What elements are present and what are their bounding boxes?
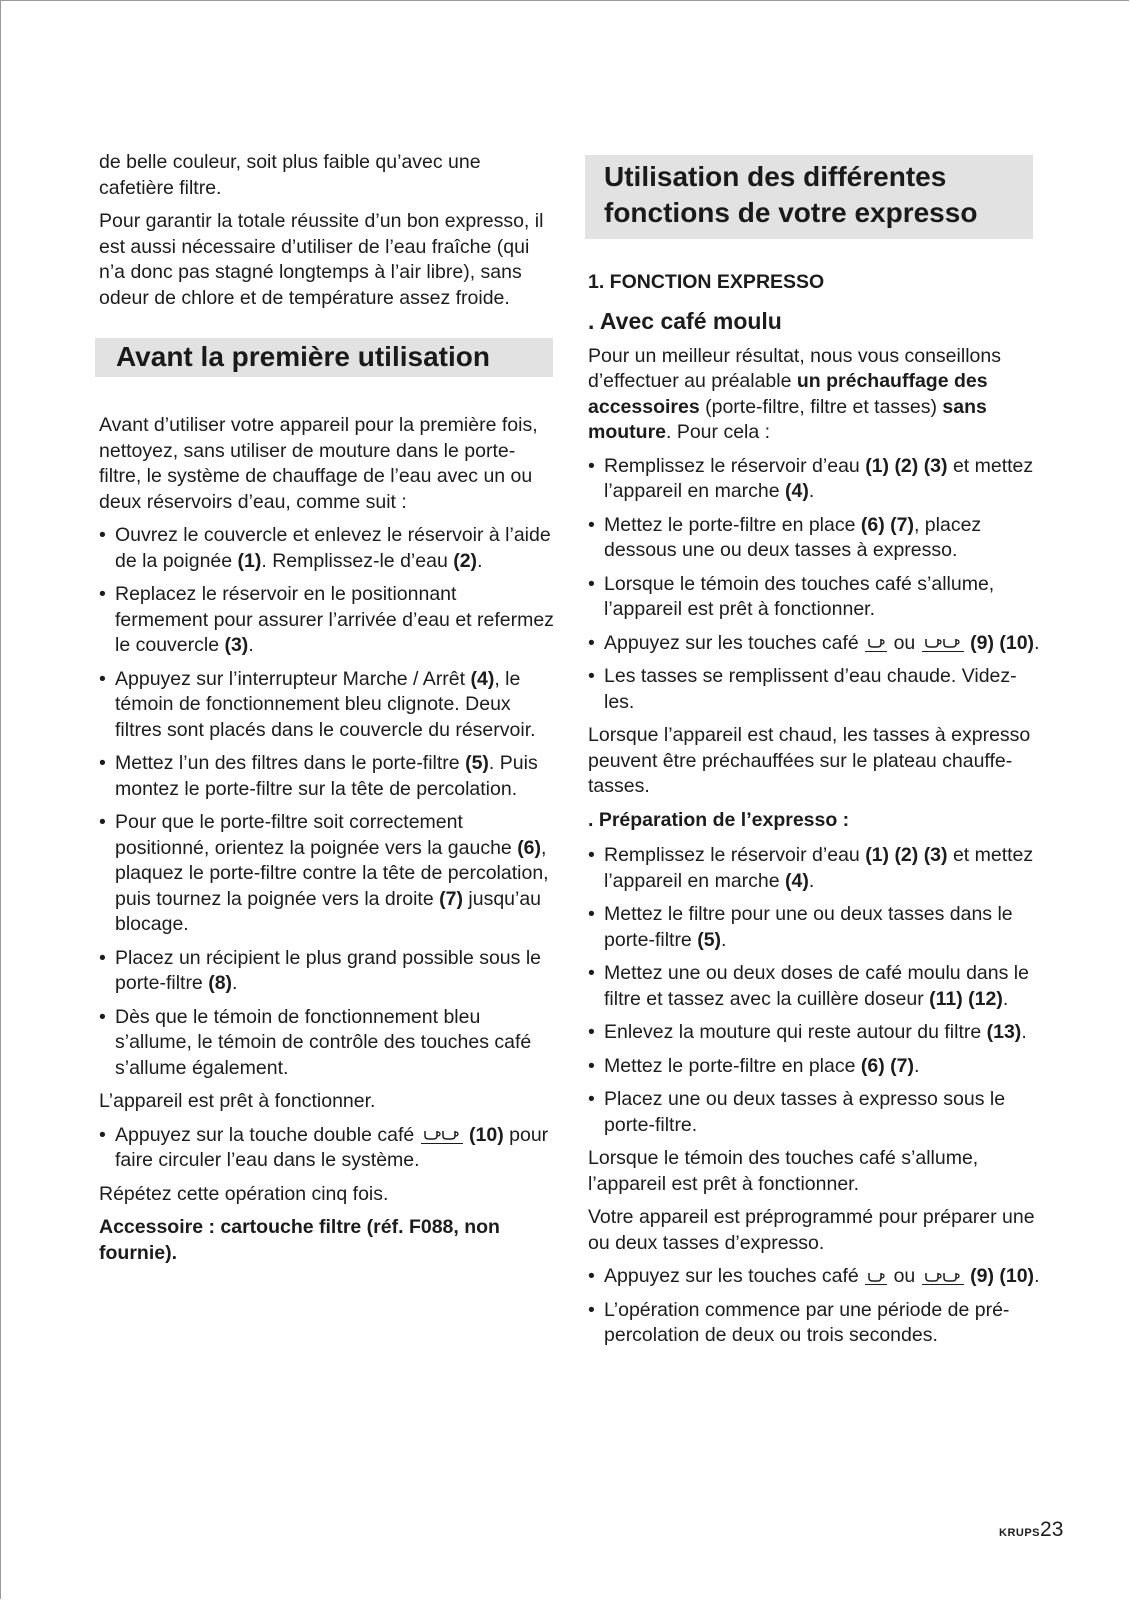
list-item [588,843,1044,894]
bullet-icon: • [588,962,595,984]
item-text: . Remplissez-le d’eau [261,549,454,572]
bullet-icon: • [588,572,595,595]
item-text: , placez dessous une ou deux tasses à expresso. [604,513,982,561]
item-ref: (6) (7) [860,1054,914,1077]
item-text: L’opération commence par une période de pré-percolation de deux ou trois secondes. [604,1298,1010,1346]
bullet-icon: • [99,1005,106,1028]
bullet-icon: • [99,1123,106,1146]
bullet-list [99,1123,554,1174]
item-text: et mettez l’appareil en marche [604,844,1034,892]
bullet-icon: • [588,1265,595,1287]
list-item [588,1298,1044,1349]
list-item [99,810,554,938]
section-title: Avant la première utilisation [95,338,553,377]
section-title: Utilisation des différentes fonctions de votre expresso [585,155,1033,239]
bullet-icon: • [588,903,595,925]
item-text: Mettez le porte-filtre en place [604,513,861,536]
bullet-icon: • [588,1021,595,1043]
sub-heading: . Avec café moulu [588,307,782,334]
bullet-icon: • [99,811,106,833]
item-ref: (4) [785,869,809,892]
list-item [99,1123,554,1174]
list-item [99,946,554,997]
item-ref: (10) [999,631,1035,654]
item-text: Dès que le témoin de fonctionnement bleu s’allume, le témoin de contrôle des touches café s’allume également. [115,1005,532,1079]
function-heading: 1. FONCTION EXPRESSO [588,271,825,293]
list-item [99,751,554,802]
paragraph: Lorsque l’appareil est chaud, les tasses à expresso peuvent être préchauffées sur le plateau chauffe-tasses. [588,724,1031,797]
bullet-icon: • [99,752,106,774]
item-text: Appuyez sur les touches café [604,1265,865,1287]
item-text: pour faire circuler l’eau dans le système. [115,1123,549,1171]
item-text: , plaquez le porte-filtre contre la tête de percolation, puis tournez la poignée vers la droite [115,836,549,910]
item-ref: (6) (7) [860,513,914,536]
paragraph: de belle couleur, soit plus faible qu’avec une cafetière filtre. [99,151,481,199]
bullet-list [588,843,1044,1138]
item-text: Mettez une ou deux doses de café moulu dans le filtre et tassez avec la cuillère doseur [604,962,1029,1010]
prep-heading: . Préparation de l’expresso : [588,808,850,831]
item-text: Appuyez sur la touche double café [115,1123,420,1146]
bullet-icon: • [588,454,595,477]
bullet-icon: • [99,583,106,605]
item-ref: (4) [470,667,495,690]
item-text: Mettez le filtre pour une ou deux tasses dans le porte-filtre [604,903,1013,951]
item-ref: (5) [697,928,722,951]
item-text: Mettez l’un des filtres dans le porte-filtre [115,752,466,774]
list-item [588,631,1044,657]
bullet-list [588,1264,1044,1349]
item-text: Mettez le porte-filtre en place [604,1054,861,1077]
text: Pour un meilleur résultat, nous vous conseillons d’effectuer au préalable [588,344,1001,392]
single-cup-icon [865,1268,887,1285]
item-ref: (8) [208,972,233,994]
text: (porte-filtre, filtre et tasses) [699,395,943,418]
item-text: . [721,928,727,951]
bullet-icon: • [588,1298,595,1321]
list-item [588,513,1044,564]
paragraph [588,344,1044,446]
single-cup-icon [865,635,887,652]
item-text: Appuyez sur les touches café [604,631,865,654]
item-text: Placez une ou deux tasses à expresso sous le porte-filtre. [604,1088,1006,1136]
list-item [588,664,1044,715]
text: . Pour cela : [666,421,771,443]
bullet-icon: • [588,1088,595,1110]
item-text: ou [888,631,921,654]
bullet-list [588,454,1044,716]
item-ref: (9) [970,1265,994,1287]
item-text: jusqu’au blocage. [115,887,542,935]
bullet-list [99,523,554,1081]
left-column [99,150,554,1274]
item-text: . Puis montez le porte-filtre sur la tête de percolation. [115,752,538,800]
item-ref: (2) [453,549,478,572]
bullet-icon: • [99,667,106,690]
item-ref: (1) (2) (3) [865,844,948,866]
item-text: Lorsque le témoin des touches café s’allume, l’appareil est prêt à fonctionner. [604,572,995,620]
paragraph: Pour garantir la totale réussite d’un bon expresso, il est aussi nécessaire d’utiliser de l’eau fraîche (qui n’a donc pas stagné longtemps à l’air libre), sans odeur de chlore et de température assez froide. [99,210,544,309]
list-item [99,1005,554,1082]
item-ref: (9) [970,631,994,654]
double-cup-icon [922,1268,964,1285]
item-text: Appuyez sur l’interrupteur Marche / Arrêt [115,667,471,690]
emphasis: sans mouture [588,395,987,443]
paragraph: Répétez cette opération cinq fois. [99,1182,389,1205]
bullet-icon: • [588,1054,595,1077]
item-text: Les tasses se remplissent d’eau chaude. Videz-les. [604,665,1017,713]
paragraph: Votre appareil est préprogrammé pour préparer une ou deux tasses d’expresso. [588,1206,1035,1254]
bullet-icon: • [99,946,106,969]
item-text: . [232,972,238,994]
item-ref: (3) [224,634,249,656]
list-item [588,1054,1044,1080]
bullet-icon: • [588,513,595,536]
item-ref: (7) [439,887,463,910]
item-text: Replacez le réservoir en le positionnant fermement pour assurer l’arrivée d’eau et refermez le couvercle [115,583,554,656]
bullet-icon: • [588,844,595,866]
item-ref: (10) [469,1123,504,1146]
paragraph: Avant d’utiliser votre appareil pour la première fois, nettoyez, sans utiliser de mouture dans le porte-filtre, le système de chauffage de l’eau avec un ou deux réservoirs d’eau, comme suit : [99,414,538,513]
paragraph: L’appareil est prêt à fonctionner. [99,1090,376,1112]
list-item [99,523,554,574]
item-text: Enlevez la mouture qui reste autour du filtre [604,1021,987,1043]
page-footer [999,1518,1063,1542]
list-item [588,1020,1044,1046]
page-number: 23 [1040,1518,1064,1541]
item-ref: (6) [517,836,542,859]
item-ref: (5) [465,752,489,774]
item-text: Placez un récipient le plus grand possible sous le porte-filtre [115,946,542,994]
item-text: Pour que le porte-filtre soit correctement positionné, orientez la poignée vers la gauche [115,811,518,859]
item-text: ou [888,1265,921,1287]
item-text: Ouvrez le couvercle et enlevez le réservoir à l’aide de la poignée [115,524,551,572]
item-text: . [248,634,254,656]
item-text: , le témoin de fonctionnement bleu clignote. Deux filtres sont placés dans le couvercle du réservoir. [115,667,536,741]
right-column [588,155,1044,1357]
item-text: . [477,549,483,572]
item-ref: (1) (2) (3) [865,454,948,477]
item-text: . [913,1054,920,1077]
item-text: Remplissez le réservoir d’eau [604,844,866,866]
paragraph: Lorsque le témoin des touches café s’allume, l’appareil est prêt à fonctionner. [588,1147,979,1195]
item-ref: (10) [999,1265,1035,1287]
list-item [588,902,1044,953]
item-ref: (11) (12) [929,987,1003,1010]
list-item [588,961,1044,1012]
list-item [588,572,1044,623]
item-text: . [1034,1265,1040,1287]
bullet-icon: • [99,524,106,546]
bullet-icon: • [588,665,595,687]
item-ref: (13) [986,1021,1022,1043]
list-item [588,1087,1044,1138]
list-item [588,454,1044,505]
accessory-note: Accessoire : cartouche filtre (réf. F088, non fournie). [99,1216,500,1264]
bullet-icon: • [588,631,595,654]
brand-logo: KRUPS [999,1527,1041,1539]
emphasis: un préchauffage des accessoires [588,370,988,418]
item-text: . [1002,987,1009,1010]
item-text: Remplissez le réservoir d’eau [604,454,866,477]
item-text: . [808,480,815,502]
item-text: . [808,869,815,892]
list-item [99,667,554,744]
list-item [99,582,554,659]
list-item [588,1264,1044,1290]
item-ref: (1) [237,549,262,572]
item-text: . [1034,631,1040,654]
double-cup-icon [421,1127,463,1144]
item-ref: (4) [785,480,809,502]
double-cup-icon [922,635,964,652]
item-text: . [1021,1021,1027,1043]
item-text: et mettez l’appareil en marche [604,454,1034,502]
